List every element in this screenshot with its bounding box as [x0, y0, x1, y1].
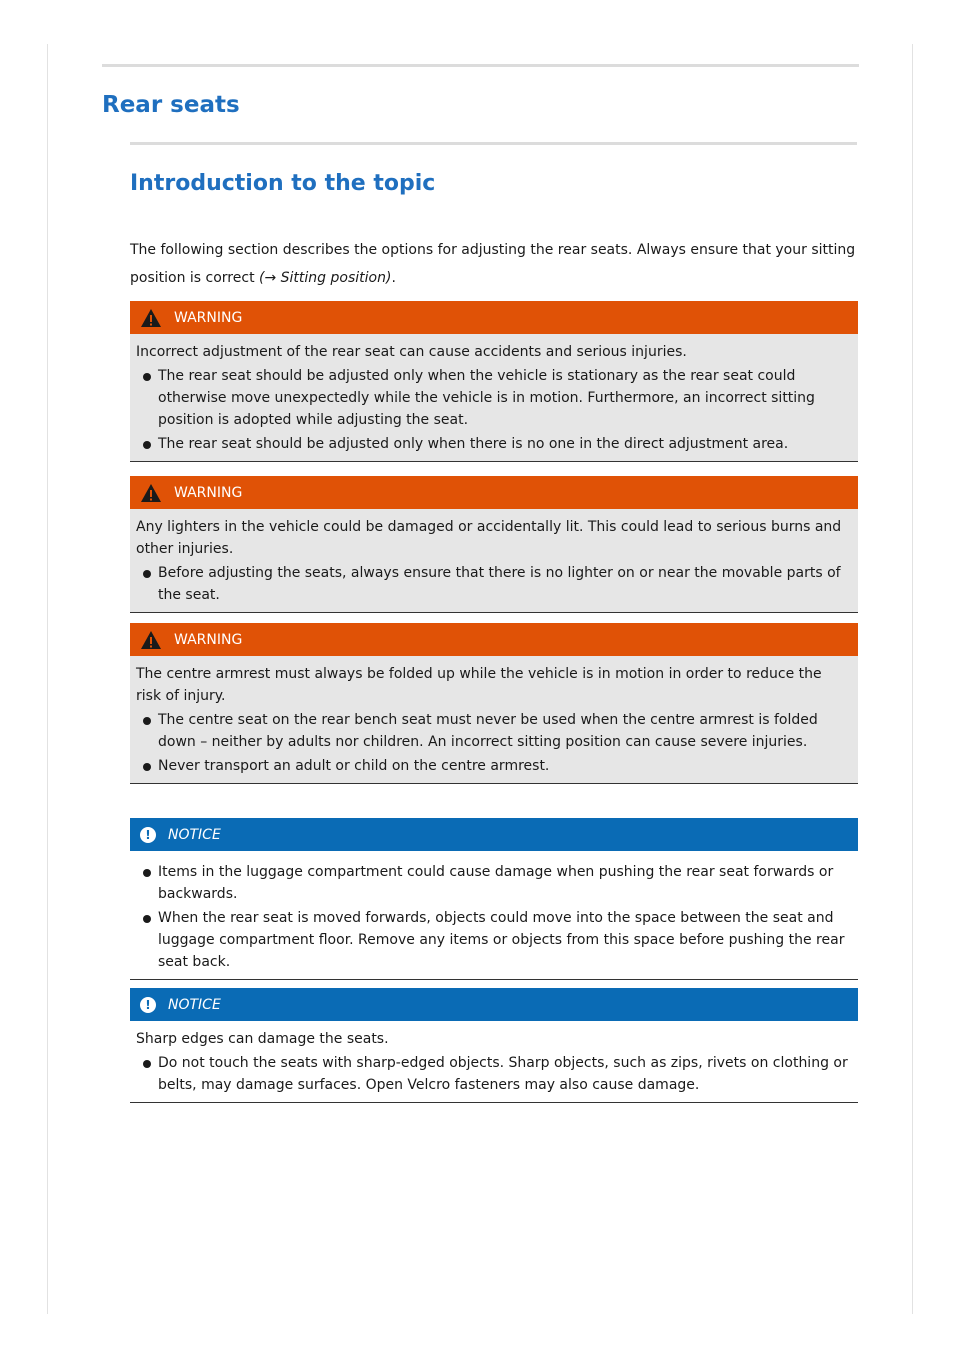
notice-box-luggage — [130, 818, 858, 980]
bullet-icon — [143, 915, 151, 923]
bullet-icon — [143, 763, 151, 771]
notice-body — [130, 1021, 858, 1103]
notice-box-sharp-edges — [130, 988, 858, 1103]
list-item: Do not touch the seats with sharp-edged objects. Sharp objects, such as zips, rivets on clothing or belts, may damage surfaces. Open Velcro fasteners may also cause damage. — [136, 1052, 848, 1096]
notice-body — [130, 851, 858, 980]
section-divider — [102, 64, 859, 67]
bullet-icon — [143, 373, 151, 381]
warning-label: WARNING — [174, 309, 243, 326]
warning-header — [130, 476, 858, 509]
warning-header — [130, 623, 858, 656]
list-item: Before adjusting the seats, always ensure that there is no lighter on or near the movable parts of the seat. — [136, 562, 848, 606]
notice-exclamation-icon: ! — [140, 827, 156, 843]
bullet-icon — [143, 441, 151, 449]
list-item: The centre seat on the rear bench seat must never be used when the centre armrest is folded down – neither by adults nor children. An incorrect sitting position can cause severe injuries. — [136, 709, 848, 753]
warning-triangle-icon — [140, 308, 162, 328]
warning-body — [130, 334, 858, 462]
warning-lead: The centre armrest must always be folded up while the vehicle is in motion in order to reduce the risk of injury. — [136, 666, 822, 704]
warning-triangle-icon — [140, 630, 162, 650]
intro-paragraph: The following section describes the options for adjusting the rear seats. Always ensure that your sitting position is correct (→ Sitting position). — [130, 242, 856, 286]
page-margin-right — [912, 44, 913, 1314]
list-item: When the rear seat is moved forwards, objects could move into the space between the seat and luggage compartment floor. Remove any items or objects from this space before pushing the rear seat back. — [136, 907, 848, 973]
warning-body — [130, 656, 858, 784]
notice-exclamation-icon: ! — [140, 997, 156, 1013]
list-item: Never transport an adult or child on the centre armrest. — [136, 755, 848, 777]
notice-header — [130, 988, 858, 1021]
warning-box-seat-adjustment — [130, 301, 858, 462]
warning-label: WARNING — [174, 631, 243, 648]
list-item: The rear seat should be adjusted only when there is no one in the direct adjustment area. — [136, 433, 848, 455]
warning-label: WARNING — [174, 484, 243, 501]
topic-title: Introduction to the topic — [130, 171, 436, 196]
warning-body — [130, 509, 858, 613]
bullet-icon — [143, 1060, 151, 1068]
warning-box-lighters — [130, 476, 858, 613]
list-item: The rear seat should be adjusted only when the vehicle is stationary as the rear seat could otherwise move unexpectedly while the vehicle is in motion. Furthermore, an incorrect sitting position is adopted while adjusting the seat. — [136, 365, 848, 431]
section-title: Rear seats — [102, 92, 240, 118]
notice-label: NOTICE — [168, 996, 221, 1013]
notice-label: NOTICE — [168, 826, 221, 843]
warning-lead: Incorrect adjustment of the rear seat can cause accidents and serious injuries. — [136, 344, 687, 360]
warning-triangle-icon — [140, 483, 162, 503]
topic-divider — [130, 142, 857, 145]
warning-lead: Any lighters in the vehicle could be damaged or accidentally lit. This could lead to serious burns and other injuries. — [136, 519, 842, 557]
list-item: Items in the luggage compartment could cause damage when pushing the rear seat forwards or backwards. — [136, 861, 848, 905]
notice-header — [130, 818, 858, 851]
intro-text: The following section describes the options for adjusting the rear seats. Always ensure that your sitting position is correct — [130, 242, 856, 286]
bullet-icon — [143, 717, 151, 725]
notice-lead: Sharp edges can damage the seats. — [136, 1031, 389, 1047]
sitting-position-link[interactable]: (→ Sitting position) — [259, 270, 392, 286]
warning-box-centre-armrest — [130, 623, 858, 784]
page-margin-left — [47, 44, 48, 1314]
bullet-icon — [143, 869, 151, 877]
bullet-icon — [143, 570, 151, 578]
warning-header — [130, 301, 858, 334]
